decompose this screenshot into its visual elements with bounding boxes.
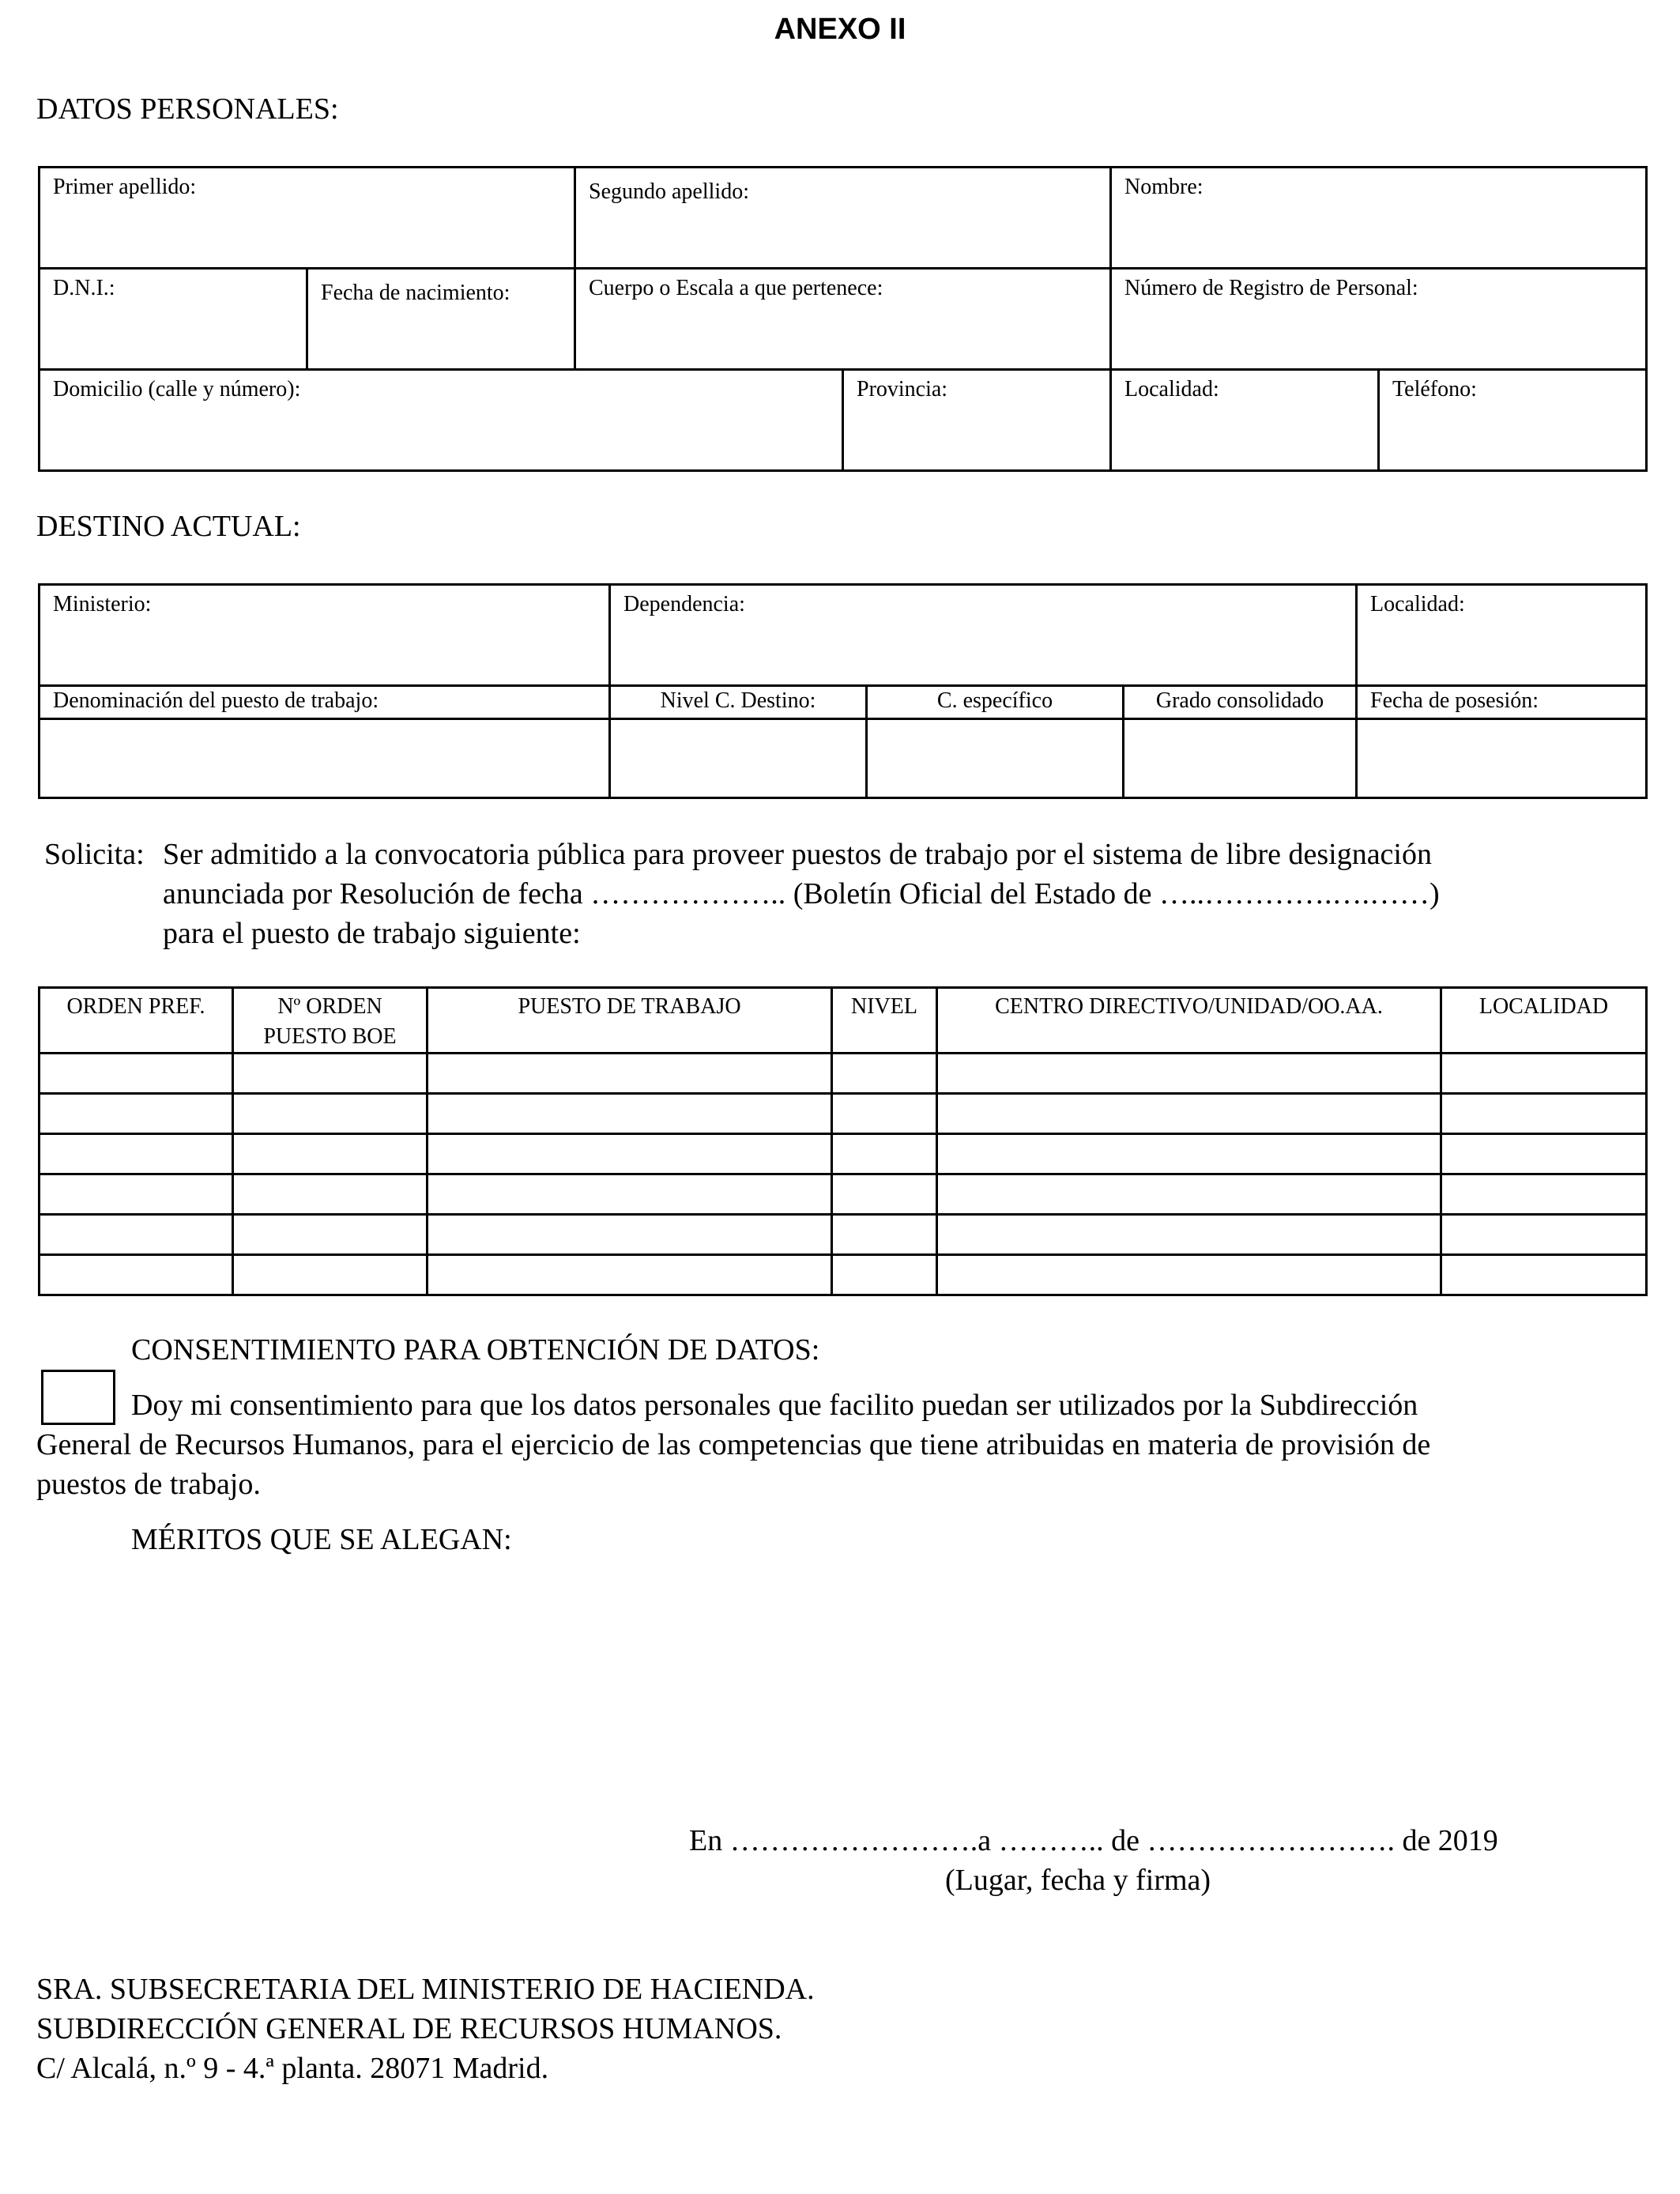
col-num-orden: Nº ORDEN PUESTO BOE: [233, 988, 428, 1054]
especifico-value[interactable]: [867, 719, 1124, 798]
puestos-cell[interactable]: [40, 1215, 233, 1255]
col-puesto: PUESTO DE TRABAJO: [428, 988, 832, 1054]
denominacion-header: [40, 686, 610, 719]
grado-label: Grado consolidado: [1155, 688, 1324, 713]
cuerpo-field[interactable]: [575, 269, 1111, 370]
puestos-cell[interactable]: [937, 1215, 1441, 1255]
solicita-label: Solicita:: [44, 838, 145, 871]
fecha-nacimiento-field[interactable]: [307, 269, 575, 370]
col-localidad: LOCALIDAD: [1441, 988, 1647, 1054]
puestos-cell[interactable]: [1441, 1174, 1647, 1215]
puestos-cell[interactable]: [233, 1255, 428, 1295]
puestos-header-row: [40, 988, 1647, 1054]
puestos-cell[interactable]: [40, 1054, 233, 1094]
primer-apellido-label: Primer apellido:: [53, 175, 197, 199]
puestos-cell[interactable]: [832, 1054, 937, 1094]
puestos-cell[interactable]: [1441, 1054, 1647, 1094]
destino-localidad-field[interactable]: [1357, 585, 1647, 686]
posesion-value[interactable]: [1357, 719, 1647, 798]
nombre-label: Nombre:: [1124, 175, 1203, 199]
firma-caption-text: (Lugar, fecha y firma): [945, 1864, 1211, 1897]
puestos-cell[interactable]: [428, 1094, 832, 1134]
nombre-field[interactable]: [1111, 168, 1647, 269]
col-centro: CENTRO DIRECTIVO/UNIDAD/OO.AA.: [937, 988, 1441, 1054]
localidad-field[interactable]: [1111, 370, 1379, 471]
puestos-cell[interactable]: [832, 1094, 937, 1134]
grado-value[interactable]: [1124, 719, 1357, 798]
puestos-row: [40, 1134, 1647, 1174]
page-title: ANEXO II: [774, 13, 906, 46]
puestos-cell[interactable]: [233, 1215, 428, 1255]
especifico-header: [867, 686, 1124, 719]
nivel-value[interactable]: [610, 719, 867, 798]
ministerio-label: Ministerio:: [53, 592, 152, 616]
nivel-label: Nivel C. Destino:: [660, 688, 816, 713]
puestos-row: [40, 1174, 1647, 1215]
puestos-cell[interactable]: [1441, 1134, 1647, 1174]
puestos-cell[interactable]: [428, 1215, 832, 1255]
puestos-cell[interactable]: [937, 1054, 1441, 1094]
puestos-cell[interactable]: [428, 1174, 832, 1215]
solicita-line-3: para el puesto de trabajo siguiente:: [163, 917, 581, 950]
telefono-field[interactable]: [1379, 370, 1647, 471]
puestos-cell[interactable]: [40, 1094, 233, 1134]
domicilio-label: Domicilio (calle y número):: [53, 377, 301, 401]
puestos-cell[interactable]: [40, 1174, 233, 1215]
puestos-row: [40, 1094, 1647, 1134]
telefono-label: Teléfono:: [1392, 377, 1477, 401]
posesion-header: [1357, 686, 1647, 719]
denominacion-label: Denominación del puesto de trabajo:: [53, 688, 379, 713]
personal-data-table: [38, 166, 1648, 472]
destino-localidad-label: Localidad:: [1370, 592, 1465, 616]
puestos-table: [38, 986, 1648, 1296]
fecha-nacimiento-label: Fecha de nacimiento:: [321, 281, 510, 305]
puestos-cell[interactable]: [937, 1134, 1441, 1174]
firma-line: En …………………….a ……….. de ……………………. de 2019: [689, 1824, 1498, 1857]
puestos-cell[interactable]: [832, 1215, 937, 1255]
nrp-label: Número de Registro de Personal:: [1124, 276, 1418, 300]
col-orden-pref: ORDEN PREF.: [40, 988, 233, 1054]
dni-label: D.N.I.:: [53, 276, 115, 300]
meritos-heading: MÉRITOS QUE SE ALEGAN:: [131, 1523, 512, 1556]
puestos-cell[interactable]: [1441, 1094, 1647, 1134]
puestos-cell[interactable]: [937, 1174, 1441, 1215]
address-line-1: SRA. SUBSECRETARIA DEL MINISTERIO DE HACIENDA.: [36, 1973, 815, 2006]
ministerio-field[interactable]: [40, 585, 610, 686]
puestos-cell[interactable]: [233, 1134, 428, 1174]
puestos-cell[interactable]: [40, 1255, 233, 1295]
denominacion-value[interactable]: [40, 719, 610, 798]
segundo-apellido-label: Segundo apellido:: [589, 179, 749, 204]
provincia-field[interactable]: [843, 370, 1111, 471]
provincia-label: Provincia:: [857, 377, 948, 401]
puestos-cell[interactable]: [937, 1094, 1441, 1134]
primer-apellido-field[interactable]: [40, 168, 575, 269]
consent-line-3: puestos de trabajo.: [36, 1468, 261, 1501]
especifico-label: C. específico: [936, 688, 1053, 713]
nrp-field[interactable]: [1111, 269, 1647, 370]
destino-heading: DESTINO ACTUAL:: [36, 510, 301, 543]
col-nivel: NIVEL: [832, 988, 937, 1054]
puestos-cell[interactable]: [832, 1134, 937, 1174]
posesion-label: Fecha de posesión:: [1370, 688, 1539, 713]
address-line-2: SUBDIRECCIÓN GENERAL DE RECURSOS HUMANOS.: [36, 2012, 782, 2045]
segundo-apellido-field[interactable]: [575, 168, 1111, 269]
consent-line-1: Doy mi consentimiento para que los datos personales que facilito puedan ser utilizados por la Subdirección: [131, 1389, 1418, 1422]
puestos-cell[interactable]: [832, 1255, 937, 1295]
destino-table: [38, 583, 1648, 799]
puestos-cell[interactable]: [233, 1174, 428, 1215]
puestos-cell[interactable]: [428, 1134, 832, 1174]
puestos-cell[interactable]: [1441, 1255, 1647, 1295]
consent-checkbox[interactable]: [41, 1370, 115, 1425]
domicilio-field[interactable]: [40, 370, 843, 471]
puestos-cell[interactable]: [428, 1054, 832, 1094]
nivel-header: [610, 686, 867, 719]
puestos-row: [40, 1255, 1647, 1295]
dependencia-field[interactable]: [610, 585, 1357, 686]
personal-data-heading: DATOS PERSONALES:: [36, 92, 339, 126]
puestos-cell[interactable]: [937, 1255, 1441, 1295]
consent-line-2: General de Recursos Humanos, para el ejercicio de las competencias que tiene atribuidas en materia de provisión de: [36, 1428, 1431, 1461]
cuerpo-label: Cuerpo o Escala a que pertenece:: [589, 276, 883, 300]
dependencia-label: Dependencia:: [623, 592, 745, 616]
puestos-cell[interactable]: [1441, 1215, 1647, 1255]
puestos-row: [40, 1054, 1647, 1094]
puestos-cell[interactable]: [428, 1255, 832, 1295]
address-line-3: C/ Alcalá, n.º 9 - 4.ª planta. 28071 Madrid.: [36, 2052, 549, 2085]
grado-header: [1124, 686, 1357, 719]
puestos-cell[interactable]: [233, 1094, 428, 1134]
puestos-cell[interactable]: [832, 1174, 937, 1215]
puestos-cell[interactable]: [40, 1134, 233, 1174]
localidad-label: Localidad:: [1124, 377, 1219, 401]
solicita-line-2: anunciada por Resolución de fecha ……………….. (Boletín Oficial del Estado de …..………….….……): [163, 877, 1440, 910]
puestos-body: [40, 1054, 1647, 1295]
puestos-cell[interactable]: [233, 1054, 428, 1094]
dni-field[interactable]: [40, 269, 307, 370]
consent-heading: CONSENTIMIENTO PARA OBTENCIÓN DE DATOS:: [131, 1333, 820, 1367]
puestos-row: [40, 1215, 1647, 1255]
solicita-line-1: Ser admitido a la convocatoria pública para proveer puestos de trabajo por el sistema de libre designación: [163, 838, 1432, 871]
